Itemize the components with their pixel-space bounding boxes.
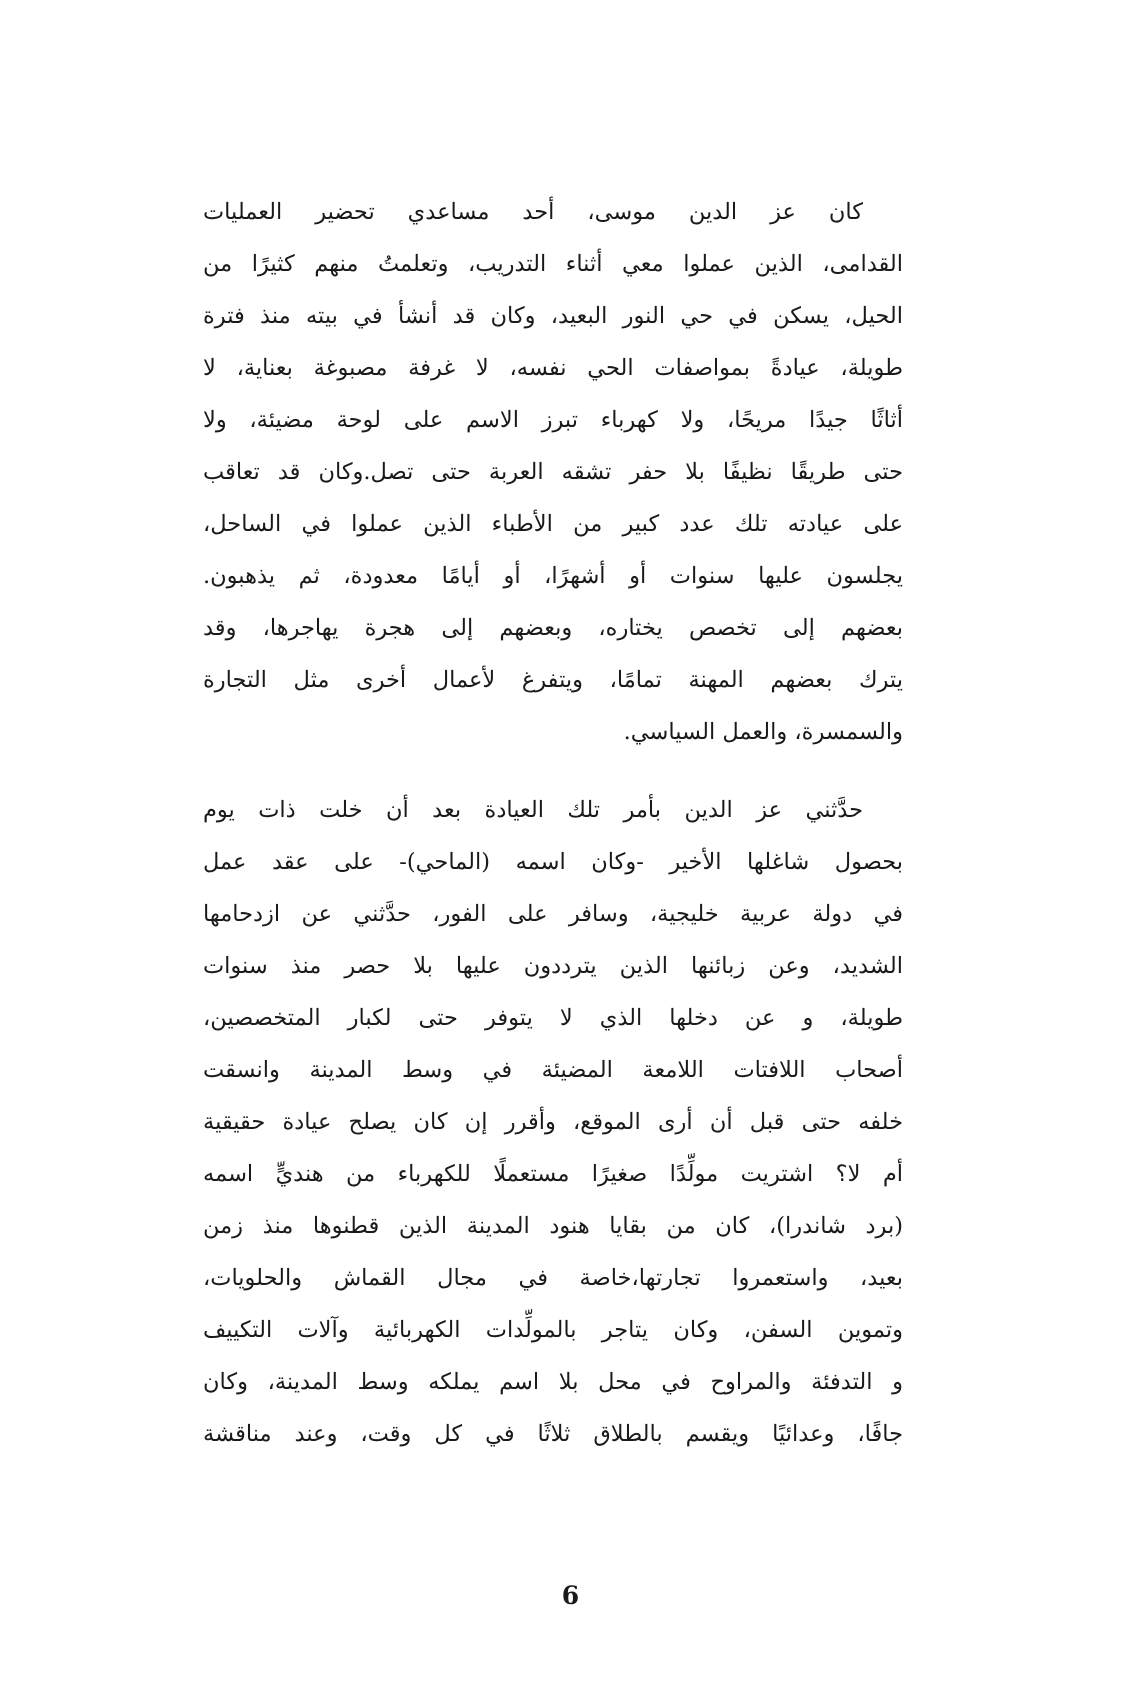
text-line: جافًا، وعدائيًا ويقسم بالطلاق ثلاثًا في كل وقت، وعند مناقشة <box>203 1421 903 1447</box>
text-line: على عيادته تلك عدد كبير من الأطباء الذين عملوا في الساحل، <box>203 511 903 537</box>
paragraph-2 <box>203 784 943 1460</box>
text-line: يترك بعضهم المهنة تمامًا، ويتفرغ لأعمال أخرى مثل التجارة <box>203 667 903 693</box>
text-line: أم لا؟ اشتريت مولِّدًا صغيرًا مستعملًا للكهرباء من هنديٍّ اسمه <box>203 1161 903 1187</box>
page-number: 6 <box>561 1581 580 1610</box>
text-line: حتى طريقًا نظيفًا بلا حفر تشقه العربة حتى تصل.وكان قد تعاقب <box>203 459 903 485</box>
text-line: حدَّثني عز الدين بأمر تلك العيادة بعد أن خلت ذات يوم <box>203 797 863 823</box>
text-line: الشديد، وعن زبائنها الذين يترددون عليها بلا حصر منذ سنوات <box>203 953 903 979</box>
text-line: والسمسرة، والعمل السياسي. <box>623 719 903 745</box>
text-line: طويلة، و عن دخلها الذي لا يتوفر حتى لكبار المتخصصين، <box>203 1005 903 1031</box>
text-line: و التدفئة والمراوح في محل بلا اسم يملكه وسط المدينة، وكان <box>203 1369 903 1395</box>
text-line: كان عز الدين موسى، أحد مساعدي تحضير العمليات <box>203 199 863 225</box>
text-line: الحيل، يسكن في حي النور البعيد، وكان قد أنشأ في بيته منذ فترة <box>203 303 903 329</box>
text-line: بحصول شاغلها الأخير -وكان اسمه (الماحي)- على عقد عمل <box>203 849 903 875</box>
body-text <box>203 186 943 1460</box>
text-line: وتموين السفن، وكان يتاجر بالمولِّدات الكهربائية وآلات التكييف <box>203 1317 903 1343</box>
text-line: بعيد، واستعمروا تجارتها،خاصة في مجال القماش والحلويات، <box>203 1265 903 1291</box>
text-line: طويلة، عيادةً بمواصفات الحي نفسه، لا غرفة مصبوغة بعناية، لا <box>203 355 903 381</box>
text-line: أثاثًا جيدًا مريحًا، ولا كهرباء تبرز الاسم على لوحة مضيئة، ولا <box>203 407 903 433</box>
text-line: أصحاب اللافتات اللامعة المضيئة في وسط المدينة وانسقت <box>203 1057 903 1083</box>
text-line: خلفه حتى قبل أن أرى الموقع، وأقرر إن كان يصلح عيادة حقيقية <box>203 1109 903 1135</box>
text-line: القدامى، الذين عملوا معي أثناء التدريب، وتعلمتُ منهم كثيرًا من <box>203 251 903 277</box>
paragraph-1 <box>203 186 943 758</box>
text-line: (برد شاندرا)، كان من بقايا هنود المدينة الذين قطنوها منذ زمن <box>203 1213 903 1239</box>
text-line: في دولة عربية خليجية، وسافر على الفور، حدَّثني عن ازدحامها <box>203 901 903 927</box>
text-line: بعضهم إلى تخصص يختاره، وبعضهم إلى هجرة يهاجرها، وقد <box>203 615 903 641</box>
text-line: يجلسون عليها سنوات أو أشهرًا، أو أيامًا معدودة، ثم يذهبون. <box>203 563 903 589</box>
